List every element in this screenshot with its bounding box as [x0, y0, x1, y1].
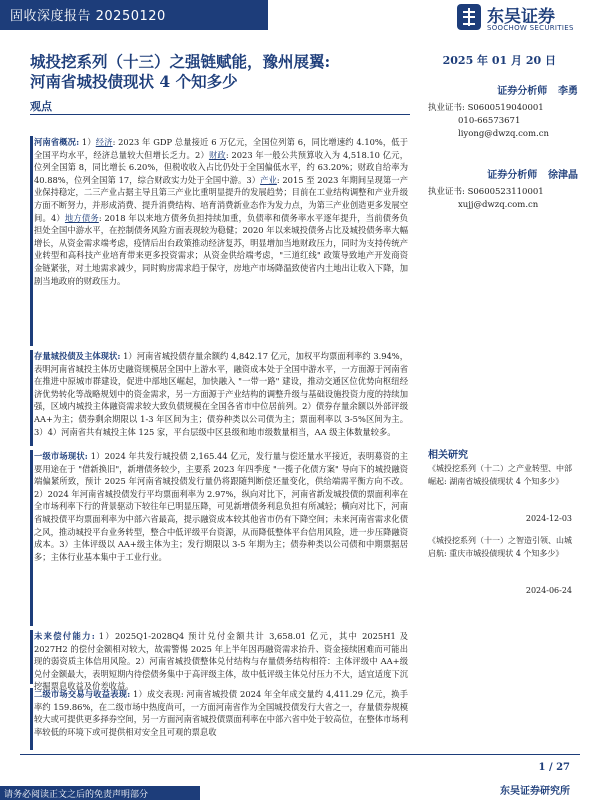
disclaimer-text: 请务必阅读正文之后的免责声明部分: [4, 790, 149, 800]
section-lead: 二级市场交易与收益表现:: [34, 689, 131, 699]
related-research-heading: 相关研究: [428, 450, 468, 461]
analyst-cert: 执业证书: S0600523110001: [428, 187, 544, 197]
report-tag: 固收深度报告 20250120: [10, 9, 166, 24]
logo-text-en: SOOCHOW SECURITIES: [487, 24, 574, 32]
analyst-block-1: [428, 82, 578, 139]
related-research-item[interactable]: 《城投挖系列（十一）之智造引领、山城启航: 重庆市城投债现状 4 个知多少》: [428, 536, 572, 558]
section-bar: [30, 136, 33, 346]
section-bar: [30, 350, 33, 446]
section-underline: 财政: [208, 149, 226, 160]
section-text: : 2015 至 2023 年期间呈现第一产业保持稳定，二三产业占据主导且第三产业比重明显提升的发展趋势；目前在工业结构调整和产业升级方面不断努力，并形成消费、提升消费结构、培育消费新业态作为发力点，为第三产业创造更多发展空间。4）: [34, 174, 408, 223]
analyst-name: 李勇: [558, 86, 578, 97]
section-primary-market: [34, 450, 408, 626]
section-text: : 2023 年 GDP 总量接近 6 万亿元，全国位列第 6，同比增速约 4.10%，低于全国平均水平，经济总量较大但增长乏力。2）: [34, 137, 409, 160]
report-title-line1: 城投挖系列（十三）之强链赋能，豫州展翼:: [30, 52, 331, 71]
section-underline: 经济: [95, 137, 113, 147]
footer-firm: 东吴证券研究所: [500, 786, 570, 797]
section-text: 1）河南省城投债存量余额约 4,842.17 亿元，加权平均票面利率约 3.94%，表明河南省城投主体历史融资规模居全国中上游水平，融资成本处于全国中游水平，一方面源于河南省在推进中原城市群建设，促进中部地区崛起，加快融入 "一带一路" 建设，推动交通区位优势向枢纽经济优势转化等战略规划中的资金需求，另一方面源于产业结构的调整升级与基础设施投资力度的持续加强，区域内城投主体融资需求较大致负债规模在全国各省市中位居前列。2）债券存量余额以外部评级 AA+为主；债券剩余期限以 1-3 年区间为主；债券种类以公司债为主；票面利率以 3-5%区间为主。3）4）河南省共有城投主体 125 家，平台层级中区县级和地市级数量相当，AA 级主体数量较多。: [34, 351, 409, 437]
observation-divider: [30, 114, 410, 115]
disclaimer-bar: [0, 786, 200, 800]
section-text: : 2018 年以来地方债务负担持续加重，负债率和债务率水平逐年提升，当前债务负担处全国中游水平，在控制债务风险方面表现较为稳健；2020 年以来城投债务占比及城投债务率大幅增长，从资金需求端考虑，疫情后出台政策推动经济复苏，明显增加当地财政压力，同时为支持传统产业转型和高科技产业培育带来更多投资需求；从资金供给端考虑，"三道红线" 政策导致地产开发商资金链紧张，对土地需求减少，同时购房需求趋于保守，房地产市场降温致使省内土地出让收入下降，加剧当地政府的财政压力。: [34, 212, 408, 286]
page-number: 1 / 27: [538, 762, 570, 773]
section-text: 1）2025Q1-2028Q4 预计兑付金额共计 3,658.01 亿元，其中 2025H1 及 2027H2 的偿付金额相对较大，故需警惕 2025 年上半年因再融资需求抬升、资金接续困难而可能出现的弱资质主体信用风险。2）河南省城投债整体兑付结构与存量债务结构相符：主体评级中 AA+级兑付金额最大，表明短期内待偿债务集中于高评级主体，故中低评级主体兑付压力不大，适宜适度下沉挖掘票息收益及价差收益。: [34, 631, 408, 692]
report-date: 2025 年 01 月 20 日: [442, 54, 556, 67]
analyst-email[interactable]: xujj@dwzq.com.cn: [458, 200, 539, 210]
report-title-line2: 河南省城投债现状 4 个知多少: [30, 72, 238, 91]
section-lead: 存量城投债及主体现状:: [34, 351, 121, 361]
related-research-date: 2024-12-03: [525, 514, 572, 523]
footer-divider: [20, 754, 580, 755]
analyst-block-2: [428, 166, 578, 210]
analyst-cert: 执业证书: S0600519040001: [428, 103, 544, 113]
section-bar: [30, 450, 33, 626]
section-overview: [34, 136, 408, 346]
analyst-label: 证券分析师: [497, 86, 548, 97]
logo-text-cn: 东吴证券: [487, 7, 555, 27]
section-lead: 未来偿付能力:: [34, 631, 95, 641]
related-research-item[interactable]: 《城投挖系列（十二）之产业转型、中部崛起: 湖南省城投债现状 4 个知多少》: [428, 464, 572, 486]
analyst-email[interactable]: liyong@dwzq.com.cn: [458, 129, 549, 139]
section-repayment: [34, 630, 408, 692]
analyst-name: 徐津晶: [548, 170, 578, 181]
section-text: 1）2024 年共发行城投债 2,165.44 亿元，发行量与偿还量水平接近，表明募资的主要用途在于 "借新换旧"，新增债务较少，主要系 2023 年四季度 "一揽子化债方案" 导向下的城投融资端偏紧所致，预计 2025 年河南省城投债发行量仍将跟随判断偿还量变化，供给端需平衡方向不改。2）2024 年河南省城投债发行平均票面利率为 2.97%，纵向对比下，河南省新发城投债的票面利率在全市场利率下行的背景驱动下较往年已明显压降，可见新增债务利息负担有所减轻；横向对比下，河南省城投债平均票面利率为中部六省最高，提示融资成本较其他省市仍有下降空间；未来河南省需求化债之风，推动城投平台业务转型，整合中低评级平台资源，从而降低整体平台信用风险，进一步压降融资成本。3）主体评级以 AA+级主体为主；发行期限以 3-5 年期为主；债券种类以公司债和中期票据居多；主体行业基本集中于工业行业。: [34, 451, 408, 562]
section-text: 1）成交表现: 河南省城投债 2024 年全年成交量约 4,411.29 亿元，换手率约 159.86%，在二级市场中热度尚可，一方面河南省作为全国城投债发行大省之一，存量债券规模较大或可提供更多择券空间，另一方面河南省城投债票面利率在中部六省中处于较高位，在整体市场利率较低的环境下或可提供相对安全且可观的票息收: [34, 689, 408, 737]
analyst-phone: 010-66573671: [458, 116, 521, 126]
section-bar: [30, 688, 33, 750]
section-secondary-market: [34, 688, 408, 750]
logo-mark-icon: [455, 2, 483, 32]
observation-heading: 观点: [30, 100, 52, 113]
section-lead: 一级市场现状:: [34, 451, 88, 461]
analyst-label: 证券分析师: [487, 170, 538, 181]
brand-logo: [455, 2, 595, 36]
section-bar: [30, 630, 33, 684]
section-stock: [34, 350, 408, 446]
section-text: : 2023 年一般公共预算收入为 4,518.10 亿元，位列全国第 8，同比增长 6.20%，但税收收入占比仍处于全国偏低水平，约 63.20%；财政自给率为 40.88%，位列全国第 17，综合财政实力处于全国中游。3）: [34, 149, 408, 185]
related-research-date: 2024-06-24: [525, 586, 572, 595]
section-text: 1）: [81, 137, 96, 147]
report-tag-bar: [0, 0, 268, 30]
section-lead: 河南省概况:: [34, 137, 80, 147]
section-underline: 产业: [260, 174, 277, 185]
section-underline: 地方债务: [64, 212, 99, 223]
